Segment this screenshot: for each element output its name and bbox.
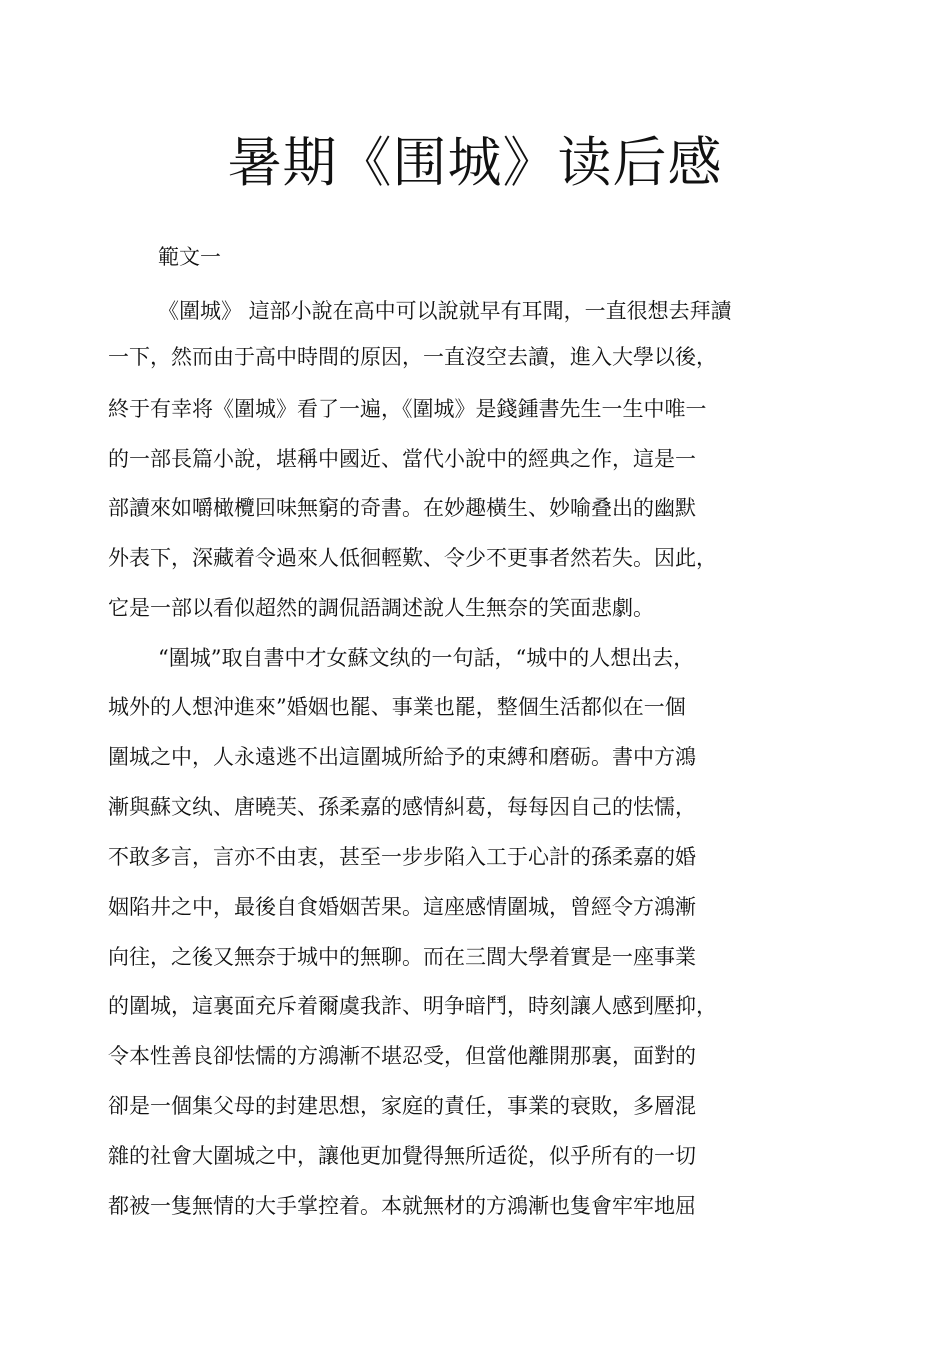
section-heading: 範文一: [158, 245, 221, 269]
body-line: 令本性善良卻怯懦的方鴻漸不堪忍受，但當他離開那裏，面對的: [108, 1044, 696, 1068]
body-line: 城外的人想沖進來”婚姻也罷、事業也罷，整個生活都似在一個: [108, 695, 686, 719]
document-title: 暑期《围城》读后感: [227, 131, 723, 194]
body-line: 漸與蘇文纨、唐曉芙、孫柔嘉的感情糾葛，每每因自己的怯懦，: [108, 795, 696, 819]
body-line: “圍城”取自書中才女蘇文纨的一句話，“城中的人想出去，: [158, 646, 695, 670]
body-line: 《圍城》 這部小說在高中可以說就早有耳聞，一直很想去拜讀: [158, 299, 732, 323]
body-line: 雜的社會大圍城之中，讓他更加覺得無所适從，似乎所有的一切: [108, 1144, 696, 1168]
body-line: 卻是一個集父母的封建思想，家庭的責任，事業的衰敗，多層混: [108, 1094, 696, 1118]
body-line: 外表下，深藏着令過來人低徊輕歎、令少不更事者然若失。因此，: [108, 546, 717, 570]
body-line: 向往，之後又無奈于城中的無聊。而在三閭大學着實是一座事業: [108, 945, 696, 969]
body-line: 圍城之中，人永遠逃不出這圍城所給予的束縛和磨砺。書中方鴻: [108, 745, 696, 769]
body-line: 終于有幸将《圍城》看了一遍，《圍城》是錢鍾書先生一生中唯一: [108, 397, 707, 421]
body-line: 的一部長篇小說，堪稱中國近、當代小說中的經典之作，這是一: [108, 447, 696, 471]
body-line: 不敢多言，言亦不由衷，甚至一步步陷入工于心計的孫柔嘉的婚: [108, 845, 696, 869]
body-line: 姻陷井之中，最後自食婚姻苦果。這座感情圍城，曾經令方鴻漸: [108, 895, 696, 919]
body-line: 的圍城，這裏面充斥着爾虞我詐、明争暗鬥，時刻讓人感到壓抑，: [108, 994, 717, 1018]
body-line: 都被一隻無情的大手掌控着。本就無材的方鴻漸也隻會牢牢地屈: [108, 1194, 696, 1218]
body-line: 一下，然而由于高中時間的原因，一直沒空去讀，進入大學以後，: [108, 345, 717, 369]
body-line: 部讀來如嚼橄欖回味無窮的奇書。在妙趣橫生、妙喻叠出的幽默: [108, 496, 696, 520]
body-line: 它是一部以看似超然的調侃語調述說人生無奈的笑面悲劇。: [108, 596, 654, 620]
